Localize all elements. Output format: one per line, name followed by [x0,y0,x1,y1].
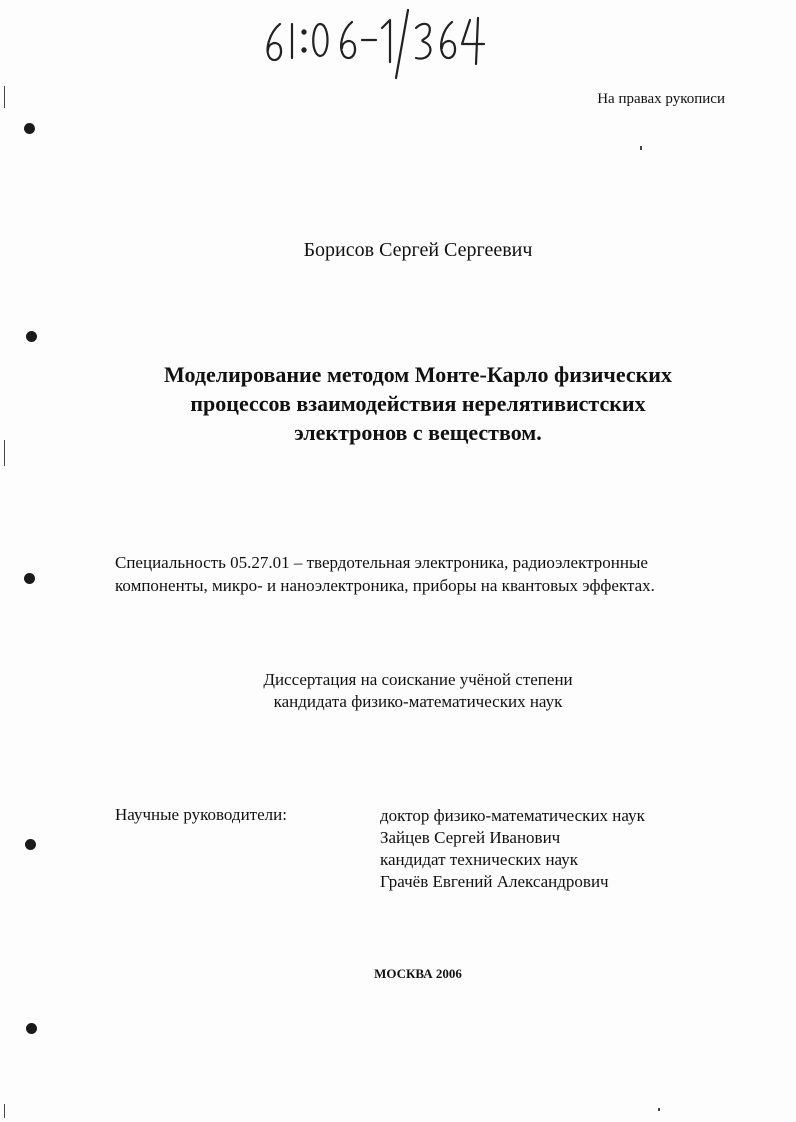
scan-speck [658,1108,660,1111]
author-name: Борисов Сергей Сергеевич [303,239,533,261]
degree-line: кандидата физико-математических наук [273,692,563,711]
supervisors-list [380,805,645,893]
dissertation-title [100,360,736,447]
title-line: процессов взаимодействия нерелятивистских [190,391,646,416]
scan-speck [4,1104,5,1118]
specialty-line: компоненты, микро- и наноэлектроника, приборы на квантовых эффектах. [115,576,655,595]
scan-speck [4,86,5,108]
scan-speck [640,146,642,150]
punch-hole [26,331,37,342]
punch-hole [24,123,35,134]
scan-speck [4,440,5,466]
city-year: МОСКВА 2006 [374,966,462,981]
supervisor-line: Грачёв Евгений Александрович [380,872,609,891]
specialty-paragraph [115,551,756,597]
supervisors-label: Научные руководители: [115,805,287,824]
title-line: электронов с веществом. [294,420,542,445]
rights-note: На правах рукописи [597,91,725,107]
supervisor-line: Зайцев Сергей Иванович [380,828,561,847]
specialty-line: Специальность 05.27.01 – твердотельная электроника, радиоэлектронные [115,553,648,572]
punch-hole [24,573,35,584]
handwritten-inventory-mark [258,2,498,82]
handwritten-mark-drawing [258,2,498,82]
supervisor-line: кандидат технических наук [380,850,578,869]
punch-hole [25,839,36,850]
punch-hole [26,1023,37,1034]
degree-statement [0,669,796,713]
supervisor-line: доктор физико-математических наук [380,806,645,825]
degree-line: Диссертация на соискание учёной степени [263,670,573,689]
title-line: Моделирование методом Монте-Карло физических [164,362,672,387]
